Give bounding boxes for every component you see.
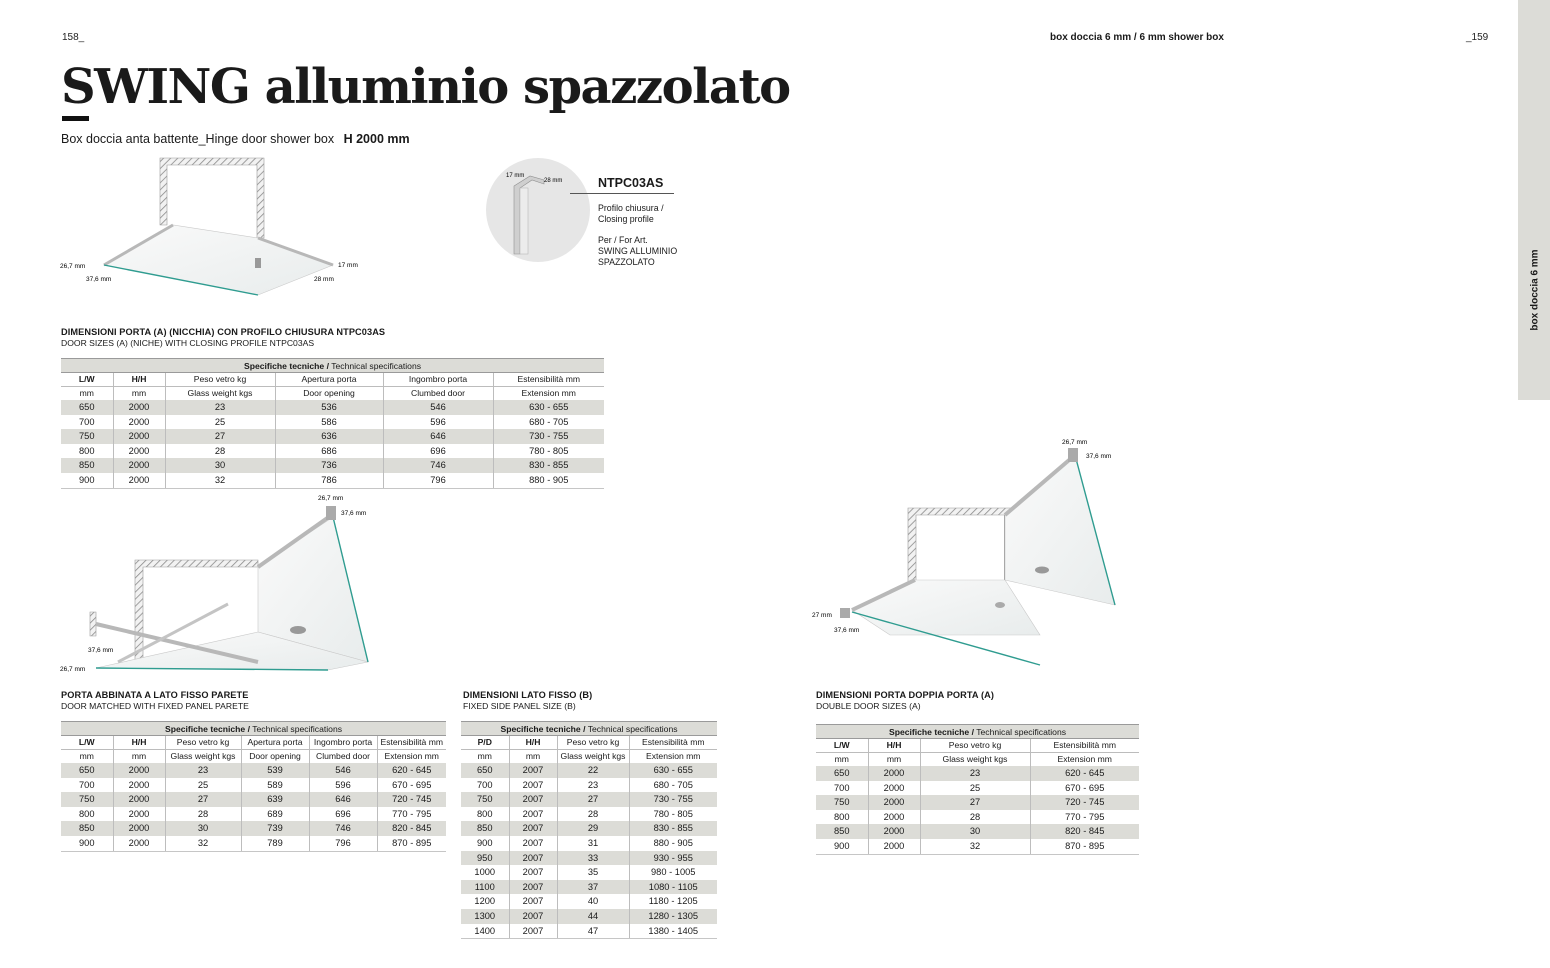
fig1-dim-3: 17 mm	[338, 262, 358, 269]
table-cell: 746	[383, 458, 493, 473]
table-cell: 850	[61, 458, 113, 473]
table-cell: 2000	[868, 839, 920, 854]
column-subheader: Glass weight kgs	[165, 387, 275, 401]
table-cell: 2007	[509, 924, 557, 939]
column-header: Peso vetro kg	[165, 736, 241, 750]
section-fixed-title: DIMENSIONI LATO FISSO (B)	[463, 690, 593, 700]
table-row	[816, 781, 1139, 796]
column-header: L/W	[61, 373, 113, 387]
spec-caption	[61, 721, 446, 736]
table-cell: 1280 - 1305	[629, 909, 717, 924]
table-row	[461, 821, 717, 836]
table-cell: 900	[816, 839, 868, 854]
table-cell: 930 - 955	[629, 851, 717, 866]
column-header: P/D	[461, 736, 509, 750]
table-cell: 2000	[868, 795, 920, 810]
spec-caption	[461, 721, 717, 736]
table-row	[461, 836, 717, 851]
table-row	[461, 894, 717, 909]
table-cell: 900	[476, 837, 493, 848]
matched-spec-table	[61, 721, 446, 852]
table-cell: 646	[383, 429, 493, 444]
fixed-spec-table	[461, 721, 717, 939]
table-row	[61, 763, 446, 778]
table-cell: 596	[383, 415, 493, 430]
spec-caption-bold: Specifiche tecniche /	[888, 727, 974, 737]
column-subheader: Glass weight kgs	[165, 750, 241, 764]
fig1-dim-2: 37,6 mm	[86, 276, 112, 283]
column-header: Estensibilità mm	[377, 736, 446, 750]
table-cell: 1300	[461, 909, 509, 924]
left-page-number: 158_	[62, 32, 85, 43]
table-cell: 25	[165, 778, 241, 793]
table-cell: 23	[920, 766, 1030, 781]
table-cell: 950	[461, 851, 509, 866]
table-cell: 47	[557, 924, 629, 939]
profile-drawing	[500, 168, 580, 258]
table-row	[61, 821, 446, 836]
spec-caption-bold: Specifiche tecniche /	[243, 361, 329, 371]
table-cell: 2007	[509, 894, 557, 909]
fig3-dim-4: 37,6 mm	[834, 627, 860, 634]
spec-caption-light: Technical specifications	[587, 724, 678, 734]
table-cell: 730 - 755	[493, 429, 604, 444]
table-cell: 630 - 655	[629, 763, 717, 778]
table-cell: 800	[476, 808, 493, 819]
table-cell: 23	[165, 763, 241, 778]
column-subheader: Extension mm	[629, 750, 717, 764]
table-cell: 596	[309, 778, 377, 793]
table-cell: 1100	[461, 880, 509, 895]
table-cell: 650	[61, 763, 113, 778]
table-cell: 2000	[868, 766, 920, 781]
table-cell: 880 - 905	[629, 836, 717, 851]
column-subheader: Door opening	[275, 387, 383, 401]
column-subheader: mm	[509, 750, 557, 764]
table-cell: 786	[275, 473, 383, 488]
table-cell: 2007	[509, 807, 557, 822]
table-cell: 27	[920, 795, 1030, 810]
profile-dim-a: 17 mm	[506, 173, 525, 179]
section-matched-subtitle: DOOR MATCHED WITH FIXED PANEL PARETE	[61, 701, 249, 711]
fig3-dim-3: 27 mm	[812, 612, 832, 619]
table-cell: 2000	[113, 792, 165, 807]
right-page-number: _159	[1466, 32, 1489, 43]
table-cell: 27	[165, 792, 241, 807]
table-cell: 680 - 705	[493, 415, 604, 430]
spec-caption-bold: Specifiche tecniche /	[500, 724, 586, 734]
column-header: Apertura porta	[241, 736, 309, 750]
table-cell: 2007	[509, 851, 557, 866]
table-cell: 2000	[113, 821, 165, 836]
table-cell: 870 - 895	[377, 836, 446, 851]
table-cell: 2000	[113, 836, 165, 851]
table-cell: 2007	[509, 909, 557, 924]
spec-caption-light: Technical specifications	[252, 724, 343, 734]
column-subheader: mm	[79, 388, 94, 398]
table-cell: 23	[165, 400, 275, 415]
table-cell: 980 - 1005	[629, 865, 717, 880]
column-header: Peso vetro kg	[920, 739, 1030, 753]
table-cell: 32	[165, 473, 275, 488]
table-cell: 620 - 645	[377, 763, 446, 778]
column-subheader: mm	[834, 754, 849, 764]
column-header: Apertura porta	[275, 373, 383, 387]
table-cell: 1080 - 1105	[629, 880, 717, 895]
table-cell: 746	[309, 821, 377, 836]
table-row	[61, 458, 604, 473]
section-niche-heading	[61, 327, 385, 348]
column-header: H/H	[509, 736, 557, 750]
table-cell: 536	[275, 400, 383, 415]
section-fixed-heading	[463, 690, 592, 711]
section-double-title: DIMENSIONI PORTA DOPPIA PORTA (A)	[816, 690, 995, 700]
spec-caption-light: Technical specifications	[976, 727, 1067, 737]
table-cell: 800	[78, 445, 95, 456]
table-cell: 2000	[113, 763, 165, 778]
table-cell: 2007	[509, 763, 557, 778]
profile-dim-b: 28 mm	[544, 178, 563, 184]
table-cell: 880 - 905	[493, 473, 604, 488]
table-cell: 32	[920, 839, 1030, 854]
table-cell: 28	[165, 444, 275, 459]
table-cell: 750	[816, 795, 868, 810]
table-cell: 22	[557, 763, 629, 778]
column-subheader: Clumbed door	[383, 387, 493, 401]
table-cell: 670 - 695	[1030, 781, 1139, 796]
column-subheader: Clumbed door	[309, 750, 377, 764]
double-spec-table	[816, 724, 1139, 855]
title-underline	[62, 116, 89, 121]
page-title: SWING alluminio spazzolato	[61, 59, 790, 115]
table-cell: 1400	[461, 924, 509, 939]
spec-caption-light: Technical specifications	[331, 361, 422, 371]
table-cell: 2007	[509, 792, 557, 807]
column-header: H/H	[868, 739, 920, 753]
section-matched-heading	[61, 690, 249, 711]
table-cell: 850	[461, 821, 509, 836]
table-cell: 35	[557, 865, 629, 880]
table-row	[816, 766, 1139, 781]
column-subheader: mm	[113, 750, 165, 764]
table-cell: 770 - 795	[377, 807, 446, 822]
table-cell: 689	[241, 807, 309, 822]
side-tab-label: box doccia 6 mm	[1529, 249, 1541, 331]
table-cell: 730 - 755	[629, 792, 717, 807]
side-tab	[1518, 0, 1550, 400]
page-subtitle	[61, 132, 410, 146]
product-for-line-2: SWING ALLUMINIO	[598, 246, 678, 256]
table-cell: 680 - 705	[629, 778, 717, 793]
table-cell: 30	[920, 824, 1030, 839]
table-cell: 2000	[113, 415, 165, 430]
table-row	[461, 763, 717, 778]
table-cell: 830 - 855	[629, 821, 717, 836]
table-cell: 750	[61, 792, 113, 807]
table-cell: 696	[383, 444, 493, 459]
table-cell: 1200	[474, 896, 496, 907]
table-cell: 696	[309, 807, 377, 822]
table-row	[461, 880, 717, 895]
table-row	[61, 473, 604, 488]
table-cell: 586	[275, 415, 383, 430]
table-cell: 700	[78, 779, 95, 790]
table-cell: 2007	[509, 880, 557, 895]
table-cell: 780 - 805	[629, 807, 717, 822]
table-cell: 546	[309, 763, 377, 778]
table-cell: 630 - 655	[493, 400, 604, 415]
table-cell: 1000	[474, 867, 496, 878]
table-row	[61, 836, 446, 851]
table-row	[461, 778, 717, 793]
table-cell: 2000	[868, 810, 920, 825]
table-cell: 800	[833, 811, 850, 822]
matched-door-drawing	[58, 492, 388, 677]
table-cell: 636	[275, 429, 383, 444]
column-subheader: Door opening	[241, 750, 309, 764]
column-subheader: mm	[79, 751, 94, 761]
column-header: L/W	[816, 739, 868, 753]
table-cell: 900	[61, 473, 113, 488]
table-cell: 44	[557, 909, 629, 924]
section-niche-subtitle: DOOR SIZES (A) (NICHE) WITH CLOSING PROFILE NTPC03AS	[61, 338, 315, 348]
table-cell: 1180 - 1205	[629, 894, 717, 909]
table-cell: 820 - 845	[377, 821, 446, 836]
spec-caption	[61, 358, 604, 373]
fig1-dim-1: 26,7 mm	[60, 263, 86, 270]
table-row	[461, 851, 717, 866]
column-header: H/H	[113, 373, 165, 387]
table-cell: 30	[165, 821, 241, 836]
table-cell: 33	[557, 851, 629, 866]
table-cell: 2007	[509, 778, 557, 793]
table-row	[461, 807, 717, 822]
product-description-it: Profilo chiusura /	[598, 203, 664, 213]
table-cell: 1380 - 1405	[629, 924, 717, 939]
table-cell: 650	[816, 766, 868, 781]
table-row	[61, 792, 446, 807]
table-cell: 28	[920, 810, 1030, 825]
table-cell: 29	[557, 821, 629, 836]
table-cell: 2007	[509, 836, 557, 851]
table-cell: 2000	[113, 458, 165, 473]
table-cell: 720 - 745	[1030, 795, 1139, 810]
table-cell: 27	[557, 792, 629, 807]
section-double-subtitle: DOUBLE DOOR SIZES (A)	[816, 701, 921, 711]
spec-caption-bold: Specifiche tecniche /	[164, 724, 250, 734]
table-cell: 700	[78, 416, 95, 427]
column-header: Estensibilità mm	[493, 373, 604, 387]
section-matched-title: PORTA ABBINATA A LATO FISSO PARETE	[61, 690, 249, 700]
column-header: Ingombro porta	[383, 373, 493, 387]
table-cell: 620 - 645	[1030, 766, 1139, 781]
table-cell: 539	[241, 763, 309, 778]
column-header: Estensibilità mm	[629, 736, 717, 750]
table-row	[816, 824, 1139, 839]
table-cell: 2000	[113, 444, 165, 459]
subtitle-text: Box doccia anta battente_Hinge door shower box	[61, 132, 335, 146]
table-cell: 830 - 855	[493, 458, 604, 473]
table-row	[61, 400, 604, 415]
section-niche-title: DIMENSIONI PORTA (A) (NICCHIA) CON PROFILO CHIUSURA NTPC03AS	[61, 327, 386, 337]
table-row	[61, 778, 446, 793]
table-cell: 28	[557, 807, 629, 822]
column-header: H/H	[113, 736, 165, 750]
table-cell: 736	[275, 458, 383, 473]
table-cell: 2000	[113, 473, 165, 488]
column-subheader: mm	[868, 753, 920, 767]
product-description-en: Closing profile	[598, 214, 654, 224]
table-cell: 750	[61, 429, 113, 444]
column-subheader: Extension mm	[1030, 753, 1139, 767]
table-cell: 870 - 895	[1030, 839, 1139, 854]
product-for	[598, 235, 677, 268]
table-cell: 720 - 745	[377, 792, 446, 807]
niche-spec-table	[61, 358, 604, 489]
table-cell: 28	[165, 807, 241, 822]
fig1-dim-4: 28 mm	[314, 276, 334, 283]
table-row	[816, 839, 1139, 854]
table-cell: 900	[61, 836, 113, 851]
table-cell: 27	[165, 429, 275, 444]
table-row	[461, 792, 717, 807]
table-cell: 2000	[113, 429, 165, 444]
table-cell: 780 - 805	[493, 444, 604, 459]
table-row	[461, 924, 717, 939]
column-subheader: Extension mm	[377, 750, 446, 764]
table-cell: 2000	[868, 824, 920, 839]
column-subheader: Extension mm	[493, 387, 604, 401]
table-cell: 796	[309, 836, 377, 851]
fig2-dim-3: 37,6 mm	[88, 647, 114, 654]
table-cell: 40	[557, 894, 629, 909]
table-cell: 23	[557, 778, 629, 793]
section-fixed-subtitle: FIXED SIDE PANEL SIZE (B)	[463, 701, 576, 711]
table-row	[461, 865, 717, 880]
column-subheader: Glass weight kgs	[920, 753, 1030, 767]
table-cell: 770 - 795	[1030, 810, 1139, 825]
table-cell: 2000	[113, 400, 165, 415]
running-head: box doccia 6 mm / 6 mm shower box	[1050, 32, 1224, 43]
table-row	[61, 807, 446, 822]
table-cell: 750	[461, 792, 509, 807]
table-cell: 796	[383, 473, 493, 488]
table-cell: 650	[61, 400, 113, 415]
double-door-drawing	[810, 420, 1150, 680]
table-cell: 739	[241, 821, 309, 836]
spec-caption	[816, 724, 1139, 739]
table-cell: 650	[461, 763, 509, 778]
fig2-dim-1: 26,7 mm	[318, 495, 344, 502]
column-subheader: mm	[477, 751, 492, 761]
column-header: L/W	[61, 736, 113, 750]
product-for-label: Per / For Art.	[598, 235, 648, 245]
column-header: Peso vetro kg	[557, 736, 629, 750]
table-cell: 32	[165, 836, 241, 851]
table-cell: 2000	[113, 807, 165, 822]
table-row	[461, 909, 717, 924]
table-row	[61, 444, 604, 459]
table-cell: 31	[557, 836, 629, 851]
table-row	[61, 415, 604, 430]
table-cell: 686	[275, 444, 383, 459]
table-cell: 2000	[113, 778, 165, 793]
subtitle-height: H 2000 mm	[343, 132, 410, 146]
table-cell: 30	[165, 458, 275, 473]
table-cell: 546	[383, 400, 493, 415]
product-for-line-3: SPAZZOLATO	[598, 257, 655, 267]
column-header: Ingombro porta	[309, 736, 377, 750]
table-cell: 850	[61, 821, 113, 836]
table-row	[816, 810, 1139, 825]
table-cell: 25	[165, 415, 275, 430]
table-row	[61, 429, 604, 444]
column-subheader: mm	[113, 387, 165, 401]
niche-door-drawing	[58, 150, 368, 300]
table-cell: 639	[241, 792, 309, 807]
product-code: NTPC03AS	[598, 176, 664, 190]
fig2-dim-2: 37,6 mm	[341, 510, 367, 517]
table-cell: 25	[920, 781, 1030, 796]
table-cell: 37	[557, 880, 629, 895]
column-header: Estensibilità mm	[1030, 739, 1139, 753]
product-description	[598, 203, 664, 225]
section-double-heading	[816, 690, 994, 711]
column-subheader: Glass weight kgs	[557, 750, 629, 764]
table-cell: 850	[816, 824, 868, 839]
table-cell: 820 - 845	[1030, 824, 1139, 839]
table-cell: 789	[241, 836, 309, 851]
table-row	[816, 795, 1139, 810]
product-leader-line	[570, 193, 674, 194]
fig2-dim-4: 26,7 mm	[60, 666, 86, 673]
table-cell: 2000	[868, 781, 920, 796]
table-cell: 2007	[509, 821, 557, 836]
table-cell: 2007	[509, 865, 557, 880]
table-cell: 700	[833, 782, 850, 793]
table-cell: 670 - 695	[377, 778, 446, 793]
table-cell: 800	[78, 808, 95, 819]
table-cell: 700	[476, 779, 493, 790]
table-cell: 589	[241, 778, 309, 793]
table-cell: 646	[309, 792, 377, 807]
fig3-dim-1: 26,7 mm	[1062, 439, 1088, 446]
column-header: Peso vetro kg	[165, 373, 275, 387]
fig3-dim-2: 37,6 mm	[1086, 453, 1112, 460]
